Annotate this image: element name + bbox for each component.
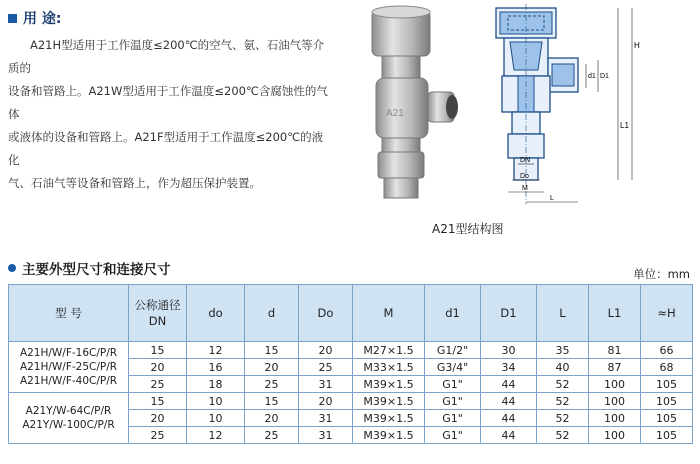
- table-cell: 100: [589, 410, 641, 427]
- table-cell: 16: [187, 359, 245, 376]
- dim-label-l1: L1: [620, 121, 629, 130]
- column-header: L1: [589, 285, 641, 342]
- usage-heading: [8, 8, 328, 28]
- table-cell: 31: [299, 376, 353, 393]
- table-cell: 44: [481, 410, 537, 427]
- column-header: D1: [481, 285, 537, 342]
- column-header: 型 号: [9, 285, 129, 342]
- table-cell: 25: [245, 427, 299, 444]
- table-cell: 105: [641, 393, 693, 410]
- table-cell: 15: [245, 342, 299, 359]
- unit-label: 单位：mm: [633, 267, 690, 281]
- table-cell: 20: [129, 410, 187, 427]
- table-cell: G1/2": [425, 342, 481, 359]
- valve-photo: [352, 4, 462, 204]
- table-cell: G1": [425, 393, 481, 410]
- table-cell: 35: [537, 342, 589, 359]
- circle-bullet-icon: [8, 264, 16, 272]
- table-cell: 44: [481, 376, 537, 393]
- table-row: [9, 342, 693, 359]
- table-cell: 10: [187, 410, 245, 427]
- column-header: ≈H: [641, 285, 693, 342]
- table-cell: 15: [129, 342, 187, 359]
- table-cell: 52: [537, 376, 589, 393]
- table-cell: 66: [641, 342, 693, 359]
- table-cell: 52: [537, 410, 589, 427]
- table-cell: 40: [537, 359, 589, 376]
- dim-label-h: H: [634, 41, 640, 50]
- table-cell: 52: [537, 393, 589, 410]
- table-cell: G1": [425, 376, 481, 393]
- usage-section: [8, 8, 328, 195]
- table-cell: 15: [129, 393, 187, 410]
- table-cell: M27×1.5: [353, 342, 425, 359]
- dim-label-d1-upper: D1: [600, 73, 609, 80]
- model-name: A21H/W/F-40C/P/R: [19, 375, 118, 387]
- table-cell: 81: [589, 342, 641, 359]
- dim-label-l: L: [550, 195, 554, 202]
- table-cell: 12: [187, 427, 245, 444]
- table-row: [9, 393, 693, 410]
- usage-line-2: 设备和管路上。A21W型适用于工作温度≤200℃含腐蚀性的气体: [8, 84, 328, 121]
- table-cell: 20: [299, 393, 353, 410]
- usage-line-1: A21H型适用于工作温度≤200℃的空气、氨、石油气等介质的: [8, 38, 325, 75]
- drawing-caption: A21型结构图: [432, 222, 504, 236]
- square-bullet-icon: [8, 14, 17, 23]
- table-cell: 25: [299, 359, 353, 376]
- column-header: 公称通径 DN: [129, 285, 187, 342]
- table-cell: 100: [589, 376, 641, 393]
- dim-label-dn: DN: [520, 157, 531, 164]
- dimensions-table: [8, 284, 693, 444]
- model-cell: [9, 342, 129, 393]
- table-cell: 20: [245, 410, 299, 427]
- valve-structure-drawing: [478, 4, 642, 214]
- table-cell: G1": [425, 427, 481, 444]
- table-cell: 12: [187, 342, 245, 359]
- table-cell: 20: [129, 359, 187, 376]
- table-cell: M39×1.5: [353, 427, 425, 444]
- table-cell: 20: [245, 359, 299, 376]
- table-cell: M39×1.5: [353, 393, 425, 410]
- model-name: A21H/W/F-25C/P/R: [19, 361, 118, 373]
- dim-label-d1-lower: d1: [588, 73, 596, 80]
- dim-label-do: Do: [520, 173, 529, 180]
- column-header: L: [537, 285, 589, 342]
- table-cell: 105: [641, 427, 693, 444]
- usage-title: 用 途:: [23, 11, 62, 27]
- model-name: A21Y/W-64C/P/R: [25, 405, 112, 417]
- table-cell: 25: [129, 376, 187, 393]
- table-cell: 100: [589, 427, 641, 444]
- table-cell: M39×1.5: [353, 376, 425, 393]
- svg-text:A21: A21: [386, 108, 404, 119]
- dimensions-title: 主要外型尺寸和连接尺寸: [22, 262, 171, 278]
- table-cell: M33×1.5: [353, 359, 425, 376]
- column-header: d1: [425, 285, 481, 342]
- table-cell: 18: [187, 376, 245, 393]
- table-cell: 31: [299, 427, 353, 444]
- table-cell: 25: [129, 427, 187, 444]
- model-name: A21H/W/F-16C/P/R: [19, 347, 118, 359]
- table-cell: 105: [641, 376, 693, 393]
- dim-label-m: M: [522, 185, 528, 192]
- table-cell: 15: [245, 393, 299, 410]
- usage-line-3: 或液体的设备和管路上。A21F型适用于工作温度≤200℃的液化: [8, 130, 324, 167]
- table-cell: 10: [187, 393, 245, 410]
- dimensions-heading: [8, 258, 171, 278]
- table-cell: 34: [481, 359, 537, 376]
- table-cell: 68: [641, 359, 693, 376]
- table-cell: 52: [537, 427, 589, 444]
- column-header: do: [187, 285, 245, 342]
- table-cell: 25: [245, 376, 299, 393]
- table-cell: 100: [589, 393, 641, 410]
- usage-line-4: 气、石油气等设备和管路上，作为超压保护装置。: [8, 176, 261, 190]
- column-header: M: [353, 285, 425, 342]
- table-cell: 44: [481, 393, 537, 410]
- column-header: d: [245, 285, 299, 342]
- table-header: [9, 285, 693, 342]
- model-cell: [9, 393, 129, 444]
- table-cell: G3/4": [425, 359, 481, 376]
- column-header: Do: [299, 285, 353, 342]
- table-cell: 31: [299, 410, 353, 427]
- table-cell: 44: [481, 427, 537, 444]
- table-cell: 105: [641, 410, 693, 427]
- table-cell: 30: [481, 342, 537, 359]
- table-cell: G1": [425, 410, 481, 427]
- table-cell: 20: [299, 342, 353, 359]
- table-cell: M39×1.5: [353, 410, 425, 427]
- model-name: A21Y/W-100C/P/R: [22, 419, 115, 431]
- table-cell: 87: [589, 359, 641, 376]
